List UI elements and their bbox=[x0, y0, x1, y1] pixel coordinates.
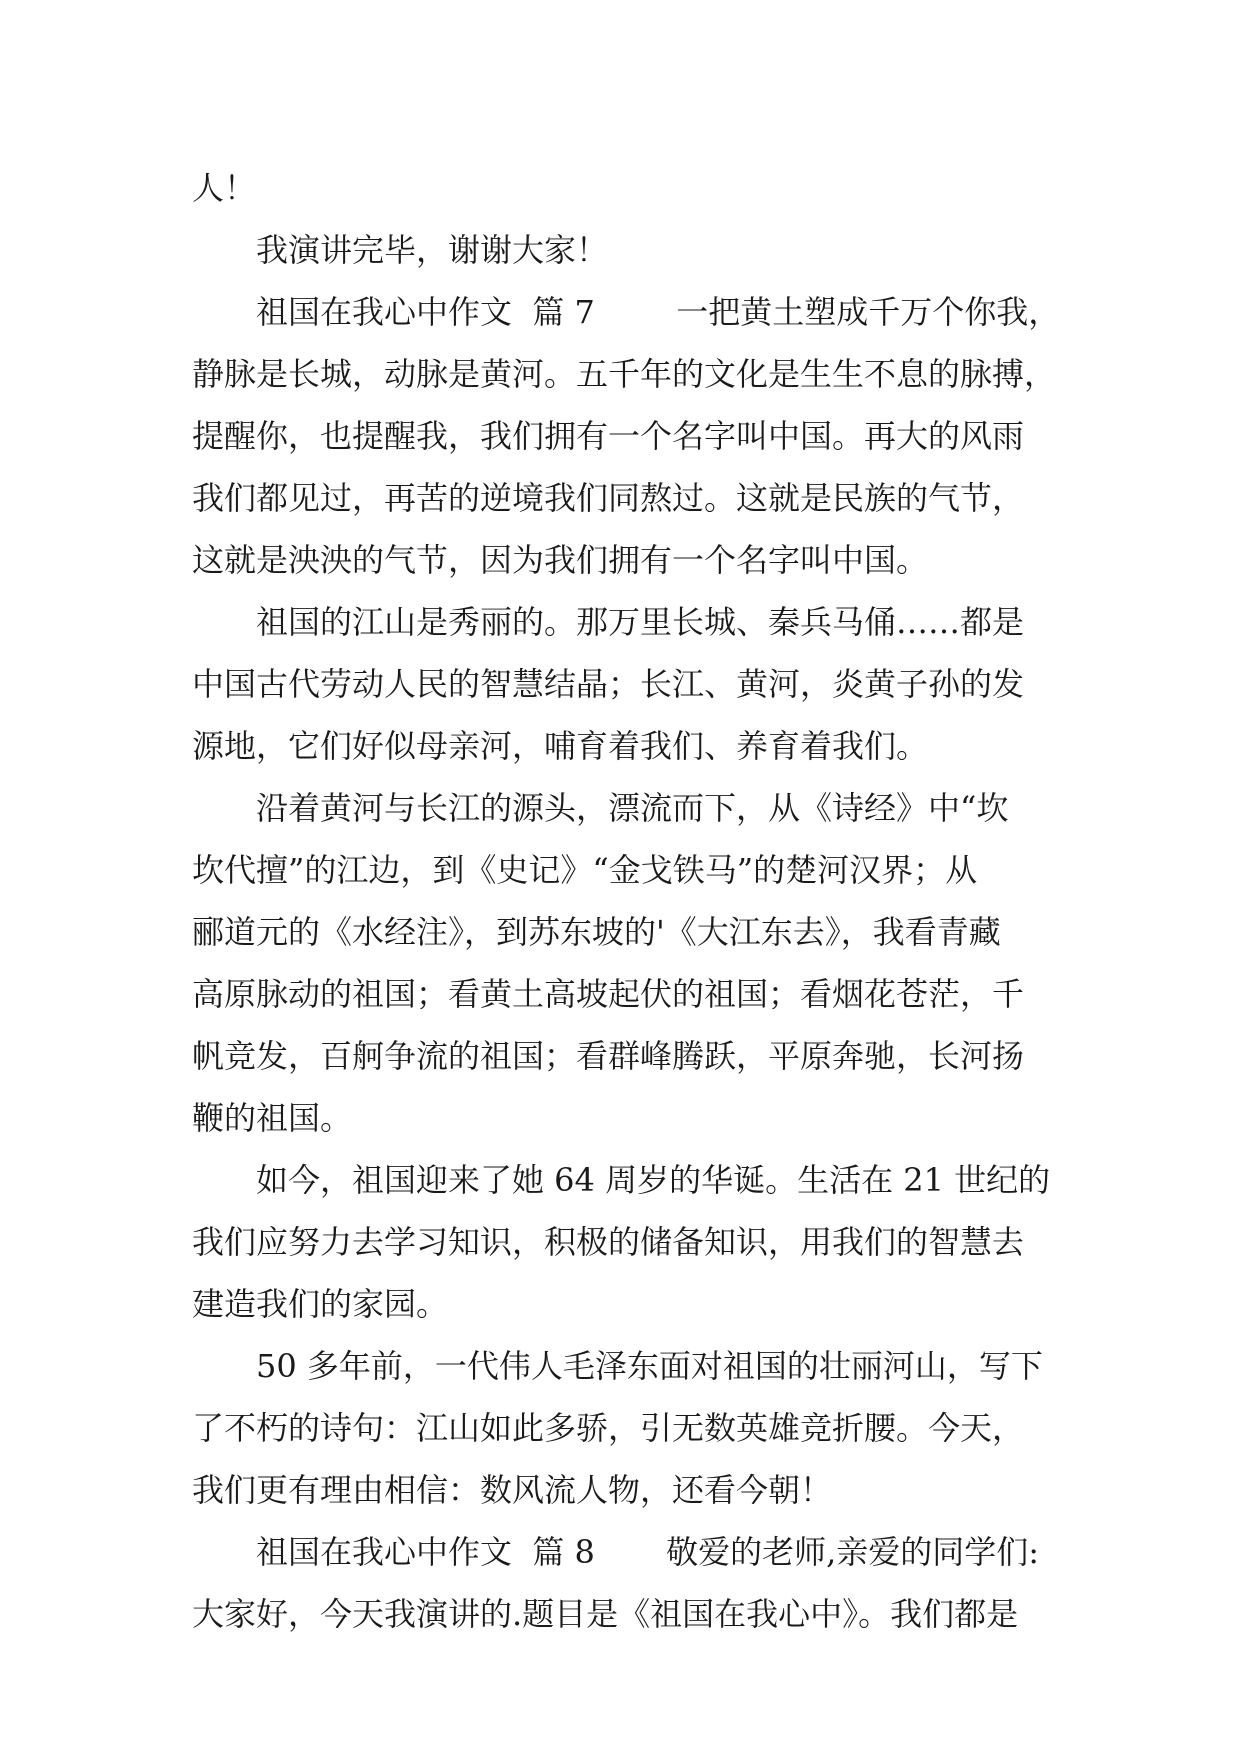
text-line: 祖国在我心中作文 篇 7 一把黄土塑成千万个你我， bbox=[256, 293, 1061, 331]
text-line: 祖国的江山是秀丽的。那万里长城、秦兵马俑……都是 bbox=[256, 603, 1025, 641]
text-line: 人！ bbox=[192, 169, 257, 207]
text-line: 帆竞发，百舸争流的祖国；看群峰腾跃，平原奔驰，长河扬 bbox=[192, 1037, 1025, 1075]
text-line: 郦道元的《水经注》，到苏东坡的'《大江东去》，我看青藏 bbox=[192, 913, 1001, 951]
text-line: 建造我们的家园。 bbox=[192, 1285, 449, 1323]
text-line: 我们都见过，再苦的逆境我们同熬过。这就是民族的气节， bbox=[192, 479, 1025, 517]
text-line: 大家好，今天我演讲的.题目是《祖国在我心中》。我们都是 bbox=[192, 1595, 1019, 1633]
text-line: 源地，它们好似母亲河，哺育着我们、养育着我们。 bbox=[192, 727, 929, 765]
text-line: 沿着黄河与长江的源头，漂流而下，从《诗经》中“坎 bbox=[256, 789, 1009, 827]
text-line: 这就是泱泱的气节，因为我们拥有一个名字叫中国。 bbox=[192, 541, 929, 579]
text-line: 祖国在我心中作文 篇 8 敬爱的老师,亲爱的同学们: bbox=[256, 1533, 1040, 1571]
text-line: 我们应努力去学习知识，积极的储备知识，用我们的智慧去 bbox=[192, 1223, 1025, 1261]
text-line: 我们更有理由相信：数风流人物，还看今朝！ bbox=[192, 1471, 833, 1509]
text-line: 高原脉动的祖国；看黄土高坡起伏的祖国；看烟花苍茫，千 bbox=[192, 975, 1025, 1013]
text-line: 我演讲完毕，谢谢大家！ bbox=[256, 231, 609, 269]
essay-body bbox=[192, 157, 1062, 1645]
text-line: 静脉是长城，动脉是黄河。五千年的文化是生生不息的脉搏， bbox=[192, 355, 1057, 393]
text-line: 中国古代劳动人民的智慧结晶；长江、黄河，炎黄子孙的发 bbox=[192, 665, 1025, 703]
text-line: 坎代擅”的江边，到《史记》“金戈铁马”的楚河汉界；从 bbox=[192, 851, 978, 889]
text-line: 50 多年前，一代伟人毛泽东面对祖国的壮丽河山，写下 bbox=[256, 1347, 1043, 1385]
text-line: 了不朽的诗句：江山如此多骄，引无数英雄竞折腰。今天， bbox=[192, 1409, 1025, 1447]
text-line: 提醒你，也提醒我，我们拥有一个名字叫中国。再大的风雨 bbox=[192, 417, 1025, 455]
text-line: 如今，祖国迎来了她 64 周岁的华诞。生活在 21 世纪的 bbox=[256, 1161, 1051, 1199]
text-line: 鞭的祖国。 bbox=[192, 1099, 353, 1137]
